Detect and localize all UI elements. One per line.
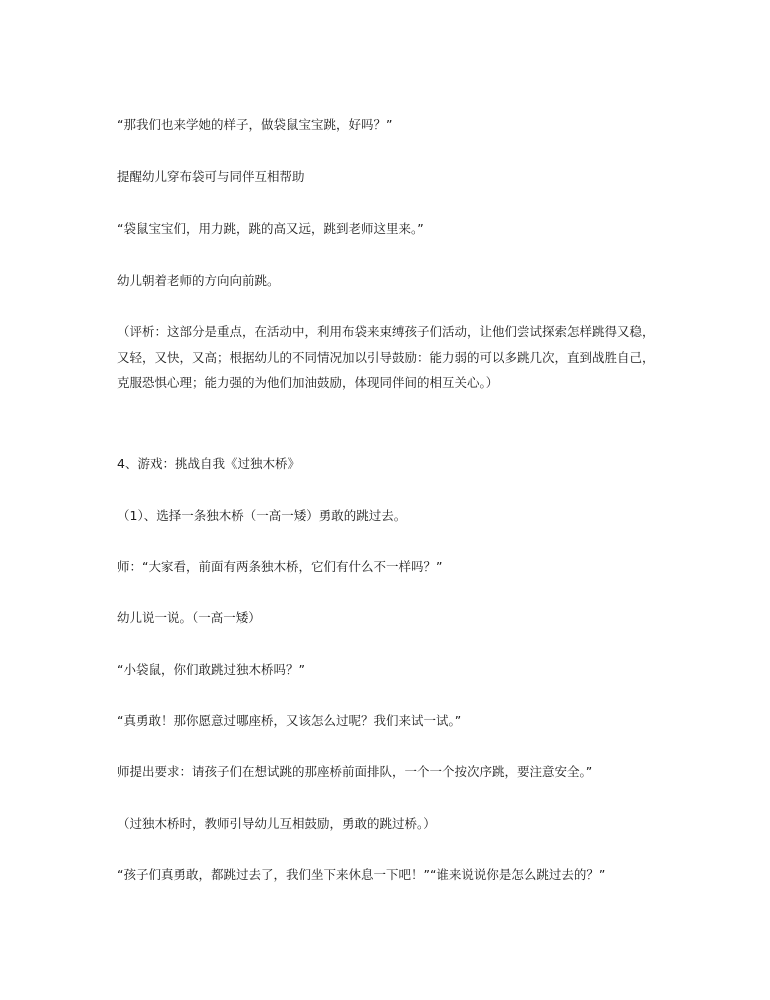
- paragraph-crossing-note: （过独木桥时，教师引导幼儿互相鼓励，勇敢的跳过桥。）: [117, 816, 436, 831]
- paragraph-dare-question: “小袋鼠，你们敢跳过独木桥吗？”: [117, 662, 305, 677]
- paragraph-brave-try: “真勇敢！那你愿意过哪座桥，又该怎么过呢？我们来试一试。”: [117, 713, 462, 728]
- paragraph-dialogue-jump-high: “袋鼠宝宝们，用力跳，跳的高又远，跳到老师这里来。”: [117, 221, 424, 236]
- section-heading-game: 4、游戏：挑战自我《过独木桥》: [117, 456, 300, 471]
- paragraph-children-jump-forward: 幼儿朝着老师的方向向前跳。: [117, 273, 280, 288]
- paragraph-children-discuss: 幼儿说一说。（一高一矮）: [117, 610, 261, 625]
- paragraph-teacher-requirements: 师提出要求：请孩子们在想试跳的那座桥前面排队，一个一个按次序跳，要注意安全。”: [117, 764, 593, 779]
- paragraph-dialogue-kangaroo-jump: “那我们也来学她的样子，做袋鼠宝宝跳，好吗？”: [117, 117, 393, 132]
- paragraph-rest-and-share: “孩子们真勇敢，都跳过去了，我们坐下来休息一下吧！”“谁来说说你是怎么跳过去的？”: [117, 867, 606, 882]
- paragraph-teacher-two-bridges: 师：“大家看，前面有两条独木桥，它们有什么不一样吗？”: [117, 559, 443, 574]
- paragraph-remind-help: 提醒幼儿穿布袋可与同伴互相帮助: [117, 169, 305, 184]
- paragraph-choose-bridge: （1）、选择一条独木桥（一高一矮）勇敢的跳过去。: [117, 508, 407, 523]
- paragraph-commentary: （评析：这部分是重点，在活动中，利用布袋来束缚孩子们活动，让他们尝试探索怎样跳得又稳，又轻，又快，又高；根据幼儿的不同情况加以引导鼓励：能力弱的可以多跳几次，直到战胜自己，克服恐惧心理；能力强的为他们加油鼓励，体现同伴间的相互关心。）: [117, 324, 655, 390]
